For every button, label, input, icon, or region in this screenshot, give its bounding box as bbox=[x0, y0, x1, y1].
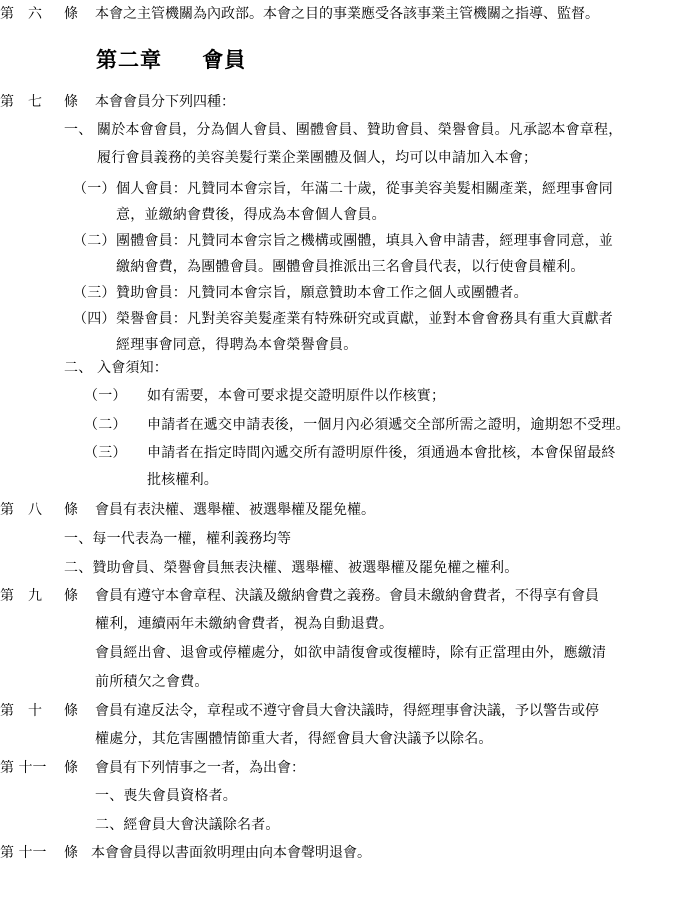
sub-item-label: （四） bbox=[73, 311, 116, 327]
article-suffix: 條 bbox=[64, 703, 78, 719]
article-text: 前所積欠之會費。 bbox=[95, 674, 209, 690]
note-label: （二） bbox=[84, 417, 127, 433]
item-label: 二、 bbox=[64, 360, 93, 376]
article-suffix: 條 bbox=[64, 94, 78, 110]
article-text: 本會會員得以書面敘明理由向本會聲明退會。 bbox=[91, 845, 371, 861]
item-text: 二、經會員大會決議除名者。 bbox=[95, 817, 280, 833]
note-text: 申請者在指定時間內遞交所有證明原件後，須通過本會批核，本會保留最終 bbox=[147, 445, 616, 461]
article-text: 本會之主管機關為內政部。本會之目的事業應受各該事業主管機關之指導、監督。 bbox=[95, 6, 599, 22]
sub-item-text: 團體會員：凡贊同本會宗旨之機構或團體，填具入會申請書，經理事會同意，並 bbox=[116, 233, 613, 249]
article-number: 第 九 bbox=[0, 588, 42, 604]
article-text: 會員有遵守本會章程、決議及繳納會費之義務。會員未繳納會費者，不得享有會員 bbox=[95, 588, 599, 604]
sub-item-text: 意，並繳納會費後，得成為本會個人會員。 bbox=[116, 207, 386, 223]
item-text: 履行會員義務的美容美髮行業企業團體及個人，均可以申請加入本會； bbox=[97, 150, 538, 166]
article-suffix: 條 bbox=[64, 6, 78, 22]
item-text: 二、贊助會員、榮譽會員無表決權、選舉權、被選舉權及罷免權之權利。 bbox=[64, 560, 519, 576]
article-number: 第 十一 bbox=[0, 845, 47, 861]
article-suffix: 條 bbox=[64, 588, 78, 604]
note-text: 申請者在遞交申請表後，一個月內必須遞交全部所需之證明，逾期恕不受理。 bbox=[147, 417, 630, 433]
sub-item-label: （一） bbox=[73, 181, 116, 197]
article-number: 第 七 bbox=[0, 94, 42, 110]
note-label: （一） bbox=[84, 388, 127, 404]
article-text: 會員有違反法令，章程或不遵守會員大會決議時，得經理事會決議，予以警告或停 bbox=[95, 703, 599, 719]
sub-item-text: 個人會員：凡贊同本會宗旨，年滿二十歲，從事美容美髮相關產業，經理事會同 bbox=[116, 181, 613, 197]
item-label: 一、 bbox=[64, 122, 93, 138]
item-text: 一、每一代表為一權，權利義務均等 bbox=[64, 531, 292, 547]
article-suffix: 條 bbox=[64, 760, 78, 776]
article-text: 會員有表決權、選舉權、被選舉權及罷免權。 bbox=[95, 502, 375, 518]
article-text: 會員經出會、退會或停權處分，如欲申請復會或復權時，除有正當理由外，應繳清 bbox=[95, 645, 607, 661]
chapter-title: 第二章 會員 bbox=[96, 48, 247, 72]
sub-item-text: 繳納會費，為團體會員。團體會員推派出三名會員代表，以行使會員權利。 bbox=[116, 259, 585, 275]
article-number: 第 十一 bbox=[0, 760, 47, 776]
article-number: 第 八 bbox=[0, 502, 42, 518]
article-text: 會員有下列情事之一者，為出會： bbox=[95, 760, 305, 776]
note-label: （三） bbox=[84, 445, 127, 461]
sub-item-label: （二） bbox=[73, 233, 116, 249]
item-text: 一、喪失會員資格者。 bbox=[95, 788, 237, 804]
sub-item-label: （三） bbox=[73, 285, 116, 301]
item-text: 關於本會會員，分為個人會員、團體會員、贊助會員、榮譽會員。凡承認本會章程， bbox=[97, 122, 623, 138]
article-text: 權利，連續兩年未繳納會費者，視為自動退費。 bbox=[95, 616, 394, 632]
article-suffix: 條 bbox=[64, 845, 78, 861]
article-suffix: 條 bbox=[64, 502, 78, 518]
sub-item-text: 榮譽會員：凡對美容美髮產業有特殊研究或貢獻，並對本會會務具有重大貢獻者 bbox=[116, 311, 613, 327]
note-text: 如有需要，本會可要求提交證明原件以作核實； bbox=[147, 388, 446, 404]
article-number: 第 六 bbox=[0, 6, 42, 22]
article-text: 權處分，其危害團體情節重大者，得經會員大會決議予以除名。 bbox=[95, 731, 493, 747]
article-number: 第 十 bbox=[0, 703, 42, 719]
sub-item-text: 經理事會同意，得聘為本會榮譽會員。 bbox=[116, 337, 358, 353]
note-text: 批核權利。 bbox=[147, 472, 218, 488]
sub-item-text: 贊助會員：凡贊同本會宗旨，願意贊助本會工作之個人或團體者。 bbox=[116, 285, 528, 301]
item-text: 入會須知： bbox=[97, 360, 168, 376]
article-text: 本會會員分下列四種： bbox=[95, 94, 235, 110]
